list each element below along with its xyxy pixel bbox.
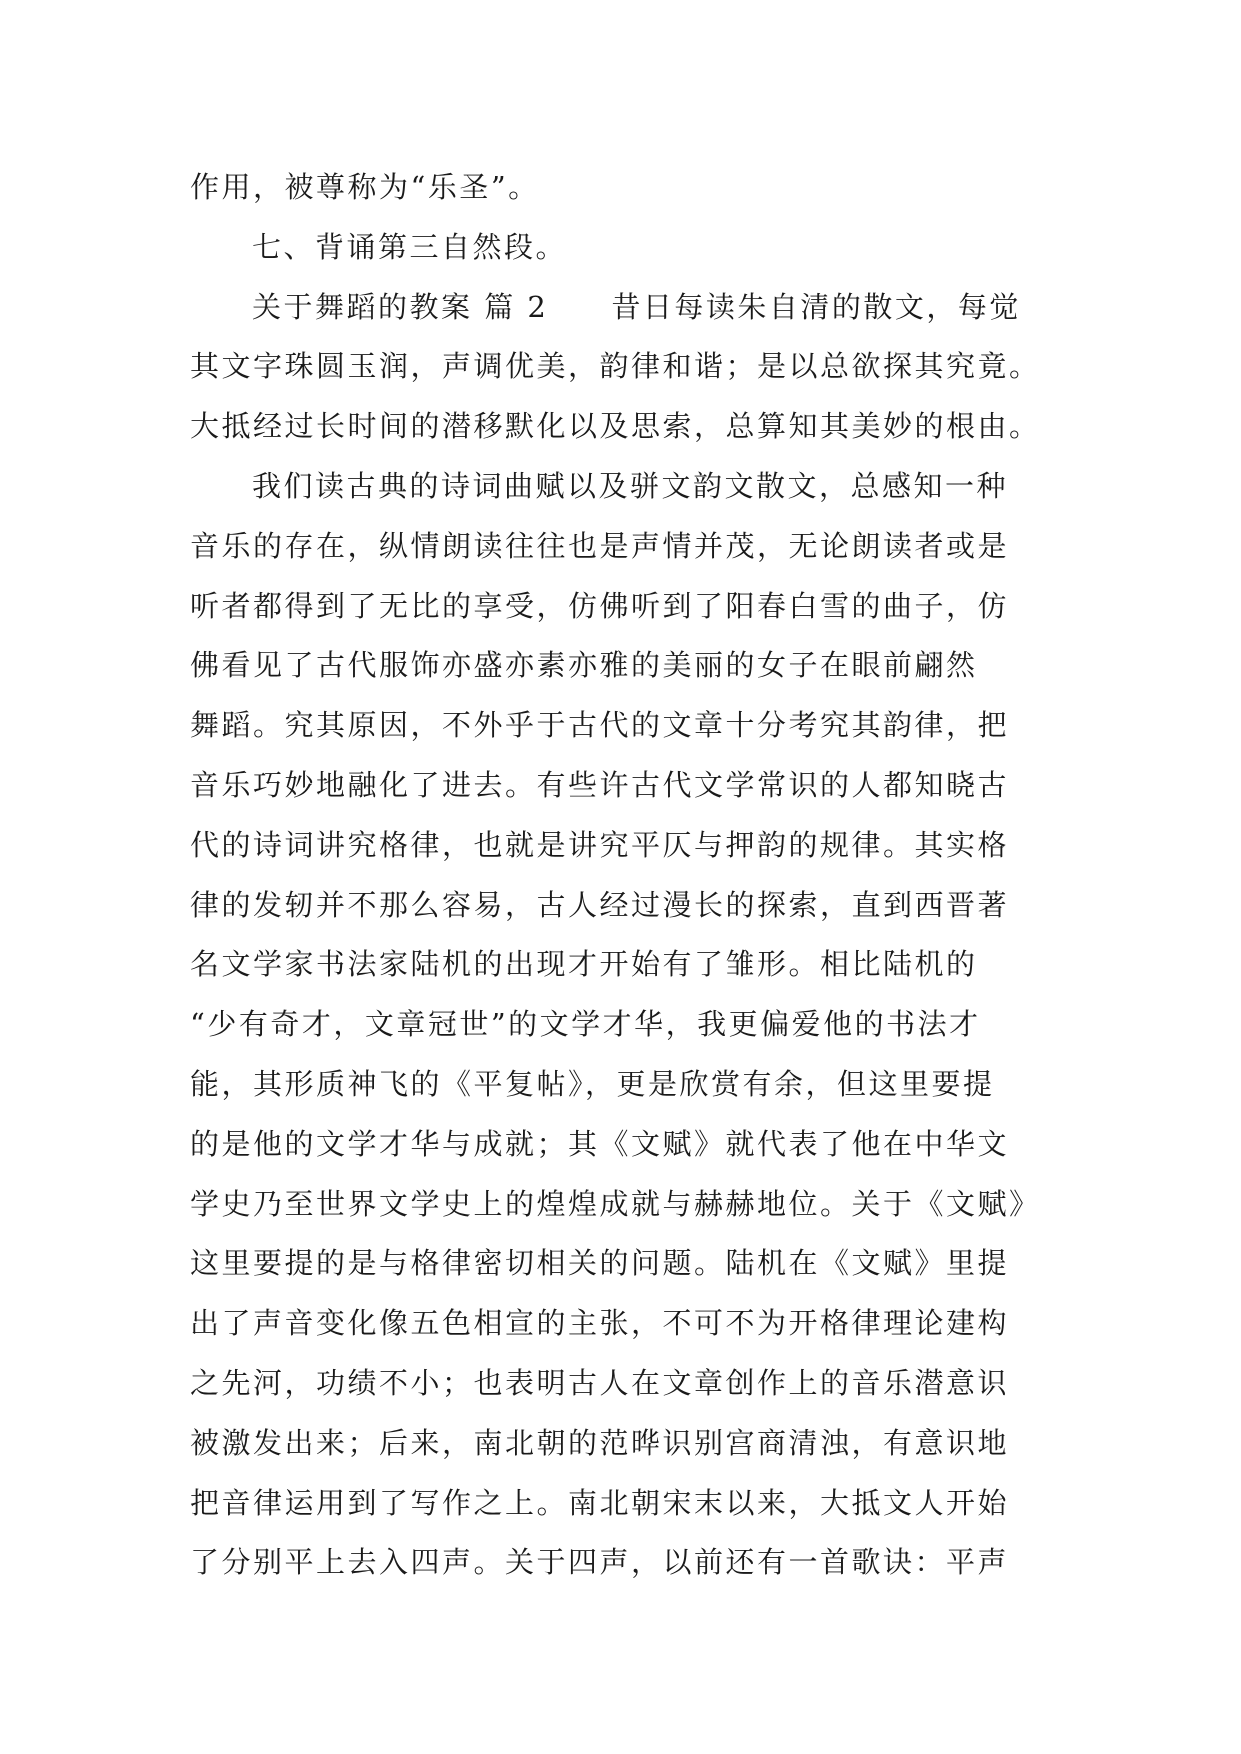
text-line-7: 音乐的存在，纵情朗读往往也是声情并茂，无论朗读者或是 xyxy=(190,528,1010,563)
text-line-6: 我们读古典的诗词曲赋以及骈文韵文散文，总感知一种 xyxy=(252,468,1009,503)
text-line-2: 七、背诵第三自然段。 xyxy=(252,229,568,264)
text-line-19: 这里要提的是与格律密切相关的问题。陆机在《文赋》里提 xyxy=(190,1246,1010,1281)
text-line-10: 舞蹈。究其原因，不外乎于古代的文章十分考究其韵律，把 xyxy=(190,708,1010,743)
text-line-23: 把音律运用到了写作之上。南北朝宋末以来，大抵文人开始 xyxy=(190,1485,1010,1520)
text-line-14: 名文学家书法家陆机的出现才开始有了雏形。相比陆机的 xyxy=(190,947,978,982)
text-line-4: 其文字珠圆玉润，声调优美，韵律和谐；是以总欲探其究竟。 xyxy=(190,349,1041,384)
text-line-1: 作用，被尊称为“乐圣”。 xyxy=(190,170,540,204)
text-line-15: “少有奇才，文章冠世”的文学才华，我更偏爱他的书法才 xyxy=(190,1007,981,1042)
text-line-8: 听者都得到了无比的享受，仿佛听到了阳春白雪的曲子，仿 xyxy=(190,588,1010,623)
text-line-17: 的是他的文学才华与成就；其《文赋》就代表了他在中华文 xyxy=(190,1126,1010,1161)
text-line-9: 佛看见了古代服饰亦盛亦素亦雅的美丽的女子在眼前翩然 xyxy=(190,648,978,683)
text-line-18: 学史乃至世界文学史上的煌煌成就与赫赫地位。关于《文赋》 xyxy=(190,1186,1041,1221)
text-line-5: 大抵经过长时间的潜移默化以及思索，总算知其美妙的根由。 xyxy=(190,409,1041,444)
text-line-12: 代的诗词讲究格律，也就是讲究平仄与押韵的规律。其实格 xyxy=(190,827,1010,862)
text-line-3: 关于舞蹈的教案 篇 2 昔日每读朱自清的散文，每觉 xyxy=(252,289,1021,324)
text-line-21: 之先河，功绩不小；也表明古人在文章创作上的音乐潜意识 xyxy=(190,1365,1010,1400)
body-text xyxy=(190,158,1052,1593)
text-line-16: 能，其形质神飞的《平复帖》，更是欣赏有余，但这里要提 xyxy=(190,1066,995,1101)
text-line-24: 了分别平上去入四声。关于四声，以前还有一首歌诀：平声 xyxy=(190,1545,1010,1580)
text-line-11: 音乐巧妙地融化了进去。有些许古代文学常识的人都知晓古 xyxy=(190,767,1010,802)
text-line-20: 出了声音变化像五色相宣的主张，不可不为开格律理论建构 xyxy=(190,1306,1010,1341)
text-line-22: 被激发出来；后来，南北朝的范晔识别宫商清浊，有意识地 xyxy=(190,1425,1010,1460)
text-line-13: 律的发轫并不那么容易，古人经过漫长的探索，直到西晋著 xyxy=(190,887,1010,922)
